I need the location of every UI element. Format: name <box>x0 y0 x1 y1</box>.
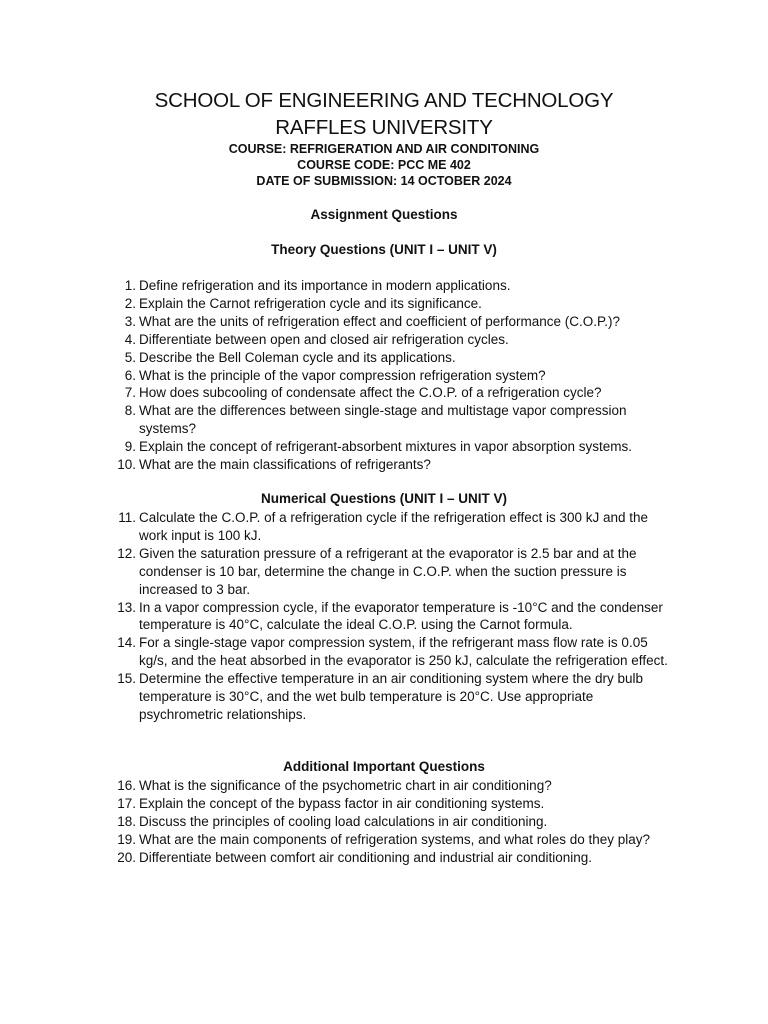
course-name: COURSE: REFRIGERATION AND AIR CONDITONING <box>228 142 540 156</box>
question-item <box>0 545 679 599</box>
question-text: Discuss the principles of cooling load calculations in air conditioning. <box>139 813 548 829</box>
question-number: 15. <box>117 671 136 687</box>
question-number: 16. <box>117 778 136 793</box>
question-text: What are the differences between single-stage and multistage vapor compression systems? <box>139 403 627 437</box>
question-number: 13. <box>117 599 136 615</box>
question-number: 19. <box>117 831 136 847</box>
additional-question-list <box>0 777 768 867</box>
submission-date: DATE OF SUBMISSION: 14 OCTOBER 2024 <box>256 174 512 188</box>
question-item <box>0 634 679 670</box>
question-number: 3. <box>124 313 136 329</box>
question-text: What are the main components of refrigeration systems, and what roles do they play? <box>139 831 651 847</box>
question-text: What is the principle of the vapor compression refrigeration system? <box>139 367 546 383</box>
question-text: For a single-stage vapor compression system, if the refrigerant mass flow rate is 0.05 kg/s, and the heat absorbed in the evaporator is 250 kJ, calculate the refrigeration effect. <box>139 635 668 669</box>
question-number: 9. <box>124 439 136 455</box>
question-number: 4. <box>124 331 136 347</box>
question-item <box>0 402 679 438</box>
question-item <box>0 795 679 813</box>
question-number: 11. <box>118 510 136 525</box>
question-text: How does subcooling of condensate affect the C.O.P. of a refrigeration cycle? <box>139 385 602 401</box>
question-text: Given the saturation pressure of a refrigerant at the evaporator is 2.5 bar and at the condenser is 10 bar, determine the change in C.O.P. when the suction pressure is increased to 3 bar. <box>139 545 637 597</box>
question-item <box>0 349 679 367</box>
question-number: 6. <box>124 367 136 383</box>
question-number: 7. <box>124 385 136 401</box>
question-item <box>0 599 679 635</box>
question-item <box>0 277 679 295</box>
question-item <box>0 295 679 313</box>
question-number: 17. <box>117 795 136 811</box>
question-item <box>0 384 679 402</box>
question-text: In a vapor compression cycle, if the evaporator temperature is -10°C and the condenser temperature is 40°C, calculate the ideal C.O.P. using the Carnot formula. <box>139 599 663 633</box>
question-number: 18. <box>117 813 136 829</box>
question-item <box>0 849 679 867</box>
question-number: 2. <box>124 295 136 311</box>
question-number: 1. <box>124 278 136 293</box>
question-text: What is the significance of the psychometric chart in air conditioning? <box>139 778 552 793</box>
question-item <box>0 777 679 795</box>
question-item <box>0 331 679 349</box>
question-item <box>0 438 679 456</box>
question-number: 5. <box>124 349 136 365</box>
question-text: Differentiate between open and closed air refrigeration cycles. <box>139 331 509 347</box>
assignment-heading: Assignment Questions <box>310 207 458 222</box>
additional-heading: Additional Important Questions <box>283 759 485 774</box>
question-text: Explain the concept of refrigerant-absorbent mixtures in vapor absorption systems. <box>139 439 632 455</box>
question-text: What are the main classifications of refrigerants? <box>139 457 431 473</box>
question-text: What are the units of refrigeration effect and coefficient of performance (C.O.P.)? <box>139 313 621 329</box>
school-title: SCHOOL OF ENGINEERING AND TECHNOLOGY <box>154 89 614 112</box>
question-item <box>0 509 679 545</box>
question-text: Explain the concept of the bypass factor in air conditioning systems. <box>139 795 545 811</box>
theory-heading: Theory Questions (UNIT I – UNIT V) <box>271 242 497 257</box>
question-text: Differentiate between comfort air conditioning and industrial air conditioning. <box>139 849 593 865</box>
university-title: RAFFLES UNIVERSITY <box>275 116 493 139</box>
numerical-question-list <box>0 509 768 724</box>
question-item <box>0 670 679 724</box>
numerical-heading: Numerical Questions (UNIT I – UNIT V) <box>260 491 508 506</box>
question-number: 14. <box>117 635 136 651</box>
question-number: 8. <box>124 403 136 419</box>
question-text: Calculate the C.O.P. of a refrigeration cycle if the refrigeration effect is 300 kJ and the work input is 100 kJ. <box>139 510 649 543</box>
question-item <box>0 313 679 331</box>
question-item <box>0 456 679 474</box>
question-text: Explain the Carnot refrigeration cycle and its significance. <box>139 295 482 311</box>
course-code: COURSE CODE: PCC ME 402 <box>297 158 471 172</box>
question-item <box>0 831 679 849</box>
question-item <box>0 813 679 831</box>
question-item <box>0 367 679 385</box>
question-number: 12. <box>117 545 136 561</box>
theory-question-list <box>0 277 768 474</box>
question-text: Define refrigeration and its importance in modern applications. <box>139 278 511 293</box>
question-number: 10. <box>117 457 136 473</box>
question-text: Determine the effective temperature in an air conditioning system where the dry bulb temperature is 30°C, and the wet bulb temperature is 20°C. Use appropriate psychrometric relationships. <box>139 671 644 722</box>
question-number: 20. <box>117 849 136 865</box>
question-text: Describe the Bell Coleman cycle and its applications. <box>139 349 456 365</box>
